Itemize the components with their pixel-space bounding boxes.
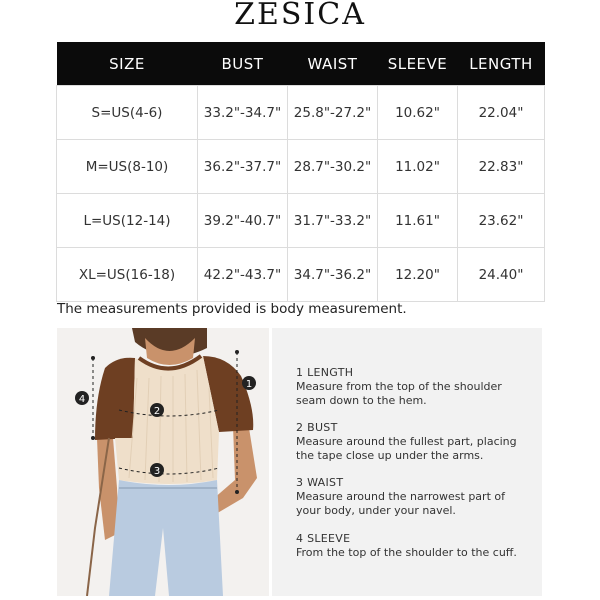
instruction-line: seam down to the hem. [296, 394, 427, 407]
instruction-line: Measure around the narrowest part of [296, 490, 505, 503]
instruction-title: 3 WAIST [296, 476, 344, 489]
cell-length: 22.04" [458, 86, 545, 140]
marker-1-label: 1 [245, 379, 253, 390]
marker-3 [150, 463, 164, 477]
cell-waist: 34.7"-36.2" [288, 248, 378, 302]
cell-length: 23.62" [458, 194, 545, 248]
cell-size: XL=US(16-18) [57, 248, 198, 302]
cell-bust: 33.2"-34.7" [198, 86, 288, 140]
instruction-waist [296, 476, 505, 518]
header-sleeve: SLEEVE [378, 42, 458, 86]
measurement-note: The measurements provided is body measurement. [57, 301, 407, 317]
instruction-line: your body, under your navel. [296, 504, 456, 517]
cell-size: S=US(4-6) [57, 86, 198, 140]
size-chart-table [56, 42, 545, 302]
instruction-title: 4 SLEEVE [296, 532, 351, 545]
cell-waist: 25.8"-27.2" [288, 86, 378, 140]
header-bust: BUST [198, 42, 288, 86]
table-header-row [57, 42, 545, 86]
instructions-panel [272, 328, 542, 596]
cell-waist: 31.7"-33.2" [288, 194, 378, 248]
marker-2 [150, 403, 164, 417]
brand-logo: ZESICA [234, 0, 366, 32]
model-illustration [57, 328, 269, 596]
instruction-title: 1 LENGTH [296, 366, 354, 379]
instruction-sleeve [296, 532, 517, 560]
cell-bust: 42.2"-43.7" [198, 248, 288, 302]
instruction-length [296, 366, 502, 408]
table-row [57, 86, 545, 140]
cell-sleeve: 11.02" [378, 140, 458, 194]
instruction-line: the tape close up under the arms. [296, 449, 484, 462]
model-photo [57, 328, 269, 596]
instruction-line: Measure around the fullest part, placing [296, 435, 517, 448]
table-row [57, 194, 545, 248]
cell-sleeve: 10.62" [378, 86, 458, 140]
cell-bust: 39.2"-40.7" [198, 194, 288, 248]
marker-2-label: 2 [153, 406, 161, 417]
cell-sleeve: 12.20" [378, 248, 458, 302]
cell-sleeve: 11.61" [378, 194, 458, 248]
cell-bust: 36.2"-37.7" [198, 140, 288, 194]
table-row [57, 140, 545, 194]
marker-1 [242, 376, 256, 390]
header-length: LENGTH [458, 42, 545, 86]
instruction-line: Measure from the top of the shoulder [296, 380, 502, 393]
instruction-bust [296, 421, 517, 463]
instruction-title: 2 BUST [296, 421, 338, 434]
instruction-line: From the top of the shoulder to the cuff. [296, 546, 517, 559]
marker-3-label: 3 [153, 466, 161, 477]
header-waist: WAIST [288, 42, 378, 86]
marker-4 [75, 391, 89, 405]
header-size: SIZE [57, 42, 198, 86]
table-row [57, 248, 545, 302]
cell-length: 24.40" [458, 248, 545, 302]
marker-4-label: 4 [78, 394, 86, 405]
cell-waist: 28.7"-30.2" [288, 140, 378, 194]
cell-size: M=US(8-10) [57, 140, 198, 194]
cell-length: 22.83" [458, 140, 545, 194]
cell-size: L=US(12-14) [57, 194, 198, 248]
